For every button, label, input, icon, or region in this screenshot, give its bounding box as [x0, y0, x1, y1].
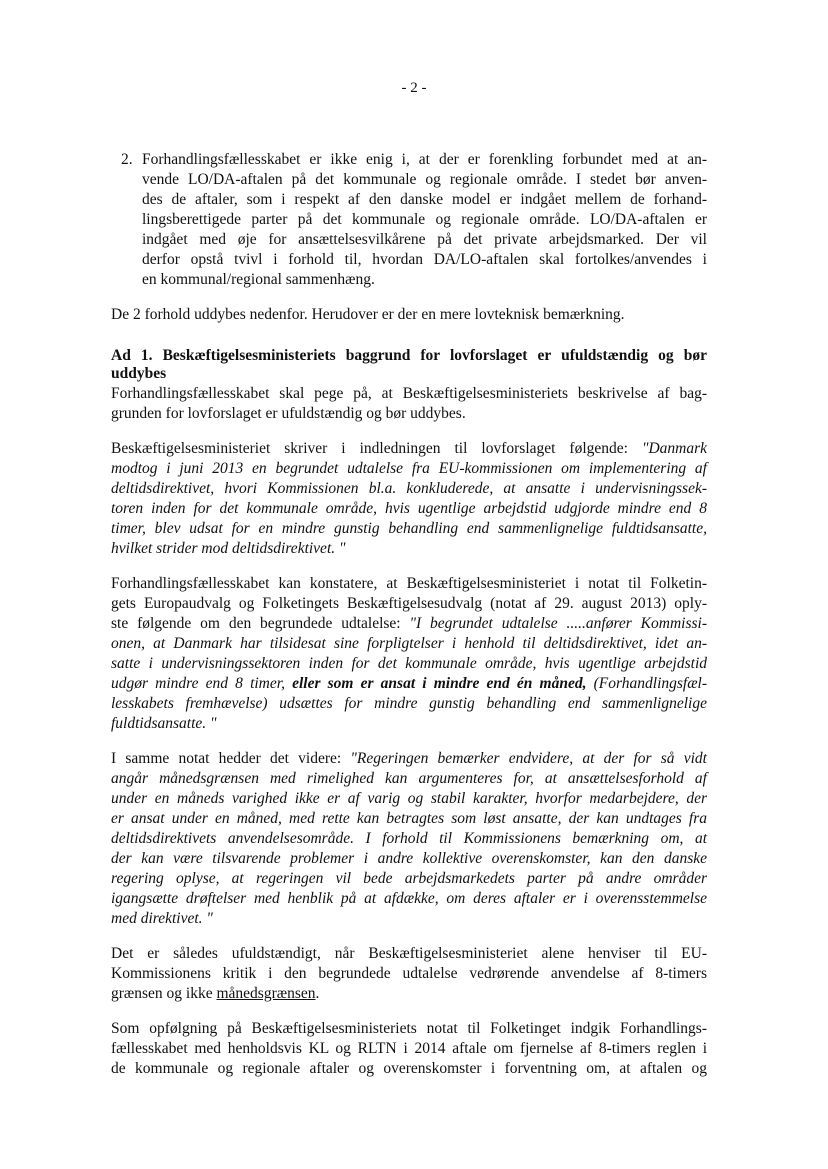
- para6-line-3: de kommunale og regionale aftaler og overenskomster i forventning om, at aftalen og: [111, 1060, 707, 1077]
- para4-quote-line-1: angår månedsgrænsen med rimelighed kan argumenteres for, at ansættelsesforhold af: [111, 770, 707, 787]
- item2-line-1: Forhandlingsfællesskabet er ikke enig i, at der er forenkling forbundet med at an-: [142, 151, 707, 168]
- item2-line-7: en kommunal/regional sammenhæng.: [142, 271, 375, 288]
- para5-line-1: Det er således ufuldstændigt, når Beskæftigelsesministeriet alene henviser til EU-: [111, 945, 707, 962]
- para3-quote-line-3: [111, 675, 707, 693]
- item2-line-3: des de aftaler, som i respekt af den danske model er indgået mellem de forhand-: [142, 191, 707, 208]
- para3-quote-part-a: udgør mindre end 8 timer,: [111, 675, 293, 692]
- para1-line-1: Forhandlingsfællesskabet skal pege på, at Beskæftigelsesministeriets beskrivelse af bag-: [111, 385, 707, 402]
- item2-line-5: indgået med øje for ansættelsesvilkårene på det private arbejdsmarked. Der vil: [142, 231, 707, 248]
- para2-quote-line-2: deltidsdirektivet, hvori Kommissionen bl.a. konkluderede, at ansatte i undervisningssek-: [111, 480, 707, 497]
- para4-quote-line-4: deltidsdirektivets anvendelsesområde. I forhold til Kommissionens bemærkning om, at: [111, 830, 707, 847]
- para3-quote-line-4: lesskabets fremhævelse) udsættes for mindre gunstig behandling end sammenlignelige: [111, 695, 707, 712]
- para5-line-3: [111, 985, 707, 1003]
- para3-quote-start: "I begrundet udtalelse .....anfører Kommissi-: [409, 615, 707, 632]
- para3-quote-line-2: satte i undervisningssektoren inden for det kommunale område, hvis ugentlige arbejdstid: [111, 655, 707, 672]
- para3-line-1: Forhandlingsfællesskabet kan konstatere, at Beskæftigelsesministeriet i notat til Folketin-: [111, 575, 707, 592]
- para6-line-1: Som opfølgning på Beskæftigelsesministeriets notat til Folketinget indgik Forhandlings-: [111, 1020, 707, 1037]
- para4-intro-text: I samme notat hedder det videre:: [111, 750, 351, 767]
- para3-quote-line-1: onen, at Danmark har tilsidesat sine forpligtelser i henhold til deltidsdirektivet, idet an-: [111, 635, 707, 652]
- item2-line-4: lingsberettigede parter på det kommunale og regionale område. LO/DA-aftalen er: [142, 211, 707, 228]
- para2-line-1: [111, 440, 707, 458]
- para4-quote-line-5: der kan være tilsvarende problemer i andre kollektive overenskomster, kan den danske: [111, 850, 707, 867]
- para3-line-2: gets Europaudvalg og Folketingets Beskæftigelsesudvalg (notat af 29. august 2013) oply-: [111, 595, 707, 612]
- para3-quote-line-5: fuldtidsansatte. ": [111, 715, 217, 732]
- para3-line-3-text: ste følgende om den begrundede udtalelse:: [111, 615, 410, 632]
- para4-quote-line-7: igangsætte drøftelser med henblik på at afdække, om deres aftaler er i overensstemmelse: [111, 890, 707, 907]
- para5-line-3-end: .: [315, 985, 320, 1002]
- para1-line-2: grunden for lovforslaget er ufuldstændig og bør uddybes.: [111, 405, 466, 422]
- para5-line-3-text: grænsen og ikke: [111, 985, 217, 1002]
- para4-line-1: [111, 750, 707, 768]
- para2-quote-line-1: modtog i juni 2013 en begrundet udtalelse fra EU-kommissionen om implementering af: [111, 460, 707, 477]
- para4-quote-line-2: under en måneds varighed ikke er af varig og stabil karakter, hvorfor medarbejdere, der: [111, 790, 707, 807]
- section-heading-line-1: Ad 1. Beskæftigelsesministeriets baggrund for lovforslaget er ufuldstændig og bør: [111, 347, 707, 364]
- item2-line-6: derfor opstå tvivl i forhold til, hvordan DA/LO-aftalen skal fortolkes/anvendes i: [142, 251, 707, 268]
- para5-line-2: Kommissionens kritik i den begrundede udtalelse vedrørende anvendelse af 8-timers: [111, 965, 707, 982]
- para4-quote-line-8: med direktivet. ": [111, 910, 213, 927]
- para4-quote-start: "Regeringen bemærker endvidere, at der for så vidt: [350, 750, 707, 767]
- para2-quote-line-4: timer, blev udsat for en mindre gunstig behandling end sammenlignelige fuldtidsansatte,: [111, 520, 707, 537]
- intro-line: De 2 forhold uddybes nedenfor. Herudover er der en mere lovteknisk bemærkning.: [111, 306, 625, 323]
- para3-quote-part-b: (Forhandlingsfæl-: [586, 675, 708, 692]
- section-heading-line-2: uddybes: [111, 365, 167, 382]
- para4-quote-line-3: er ansat under en måned, med rette kan betragtes som løst ansatte, der kan undtages fra: [111, 810, 707, 827]
- para2-quote-line-3: toren inden for det kommunale område, hvis ugentlige arbejdstid udgjorde mindre end 8: [111, 500, 707, 517]
- item2-line-2: vende LO/DA-aftalen på det kommunale og regionale område. I stedet bør anven-: [142, 171, 707, 188]
- underlined-term: månedsgrænsen: [216, 985, 316, 1002]
- page-number: - 2 -: [401, 80, 427, 96]
- para2-quote-start: "Danmark: [641, 440, 707, 457]
- para3-emphasis: eller som er ansat i mindre end én måned,: [292, 675, 587, 692]
- para2-intro-text: Beskæftigelsesministeriet skriver i indledningen til lovforslaget følgende:: [111, 440, 642, 457]
- para4-quote-line-6: regering oplyse, at regeringen vil bede arbejdsmarkedets parter på andre områder: [111, 870, 707, 887]
- list-item-number: 2.: [121, 151, 133, 168]
- para6-line-2: fællesskabet med henholdsvis KL og RLTN i 2014 aftale om fjernelse af 8-timers reglen i: [111, 1040, 707, 1057]
- para3-line-3: [111, 615, 707, 633]
- para2-quote-line-5: hvilket strider mod deltidsdirektivet. ": [111, 540, 346, 557]
